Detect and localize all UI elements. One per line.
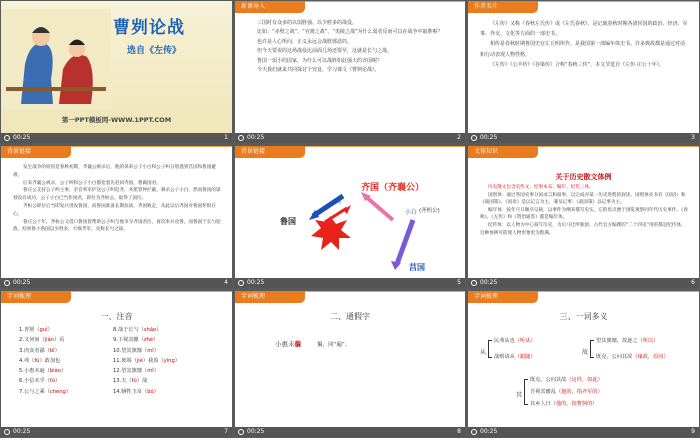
slide-header: 字词梳理 [468,291,538,303]
slide-thumbnail-3[interactable] [468,1,699,143]
slide-footer: 00:25 7 [1,427,232,437]
clock-icon [238,135,244,141]
pinyin-item: 12.望其旗靡（mǐ） [113,368,159,375]
slide-thumbnail-6[interactable] [468,146,699,288]
slide-footer [1,133,232,143]
arrow-xiaobai-return [365,196,393,220]
slide-body: 发生战争的原因是春秋初期，齐襄公被杀后，他的弟弟公子小白和公子纠分别逃到莒国和鲁国避难。 后来齐襄公被杀，公子纠和公子小白都抢着先赶回齐国，想做国君。 鲁庄公支持公子纠主事，亲自率军护送公子纠返齐，并派管仲拦截，刺杀公子小白。然而鲁国的谋划没有成功，公子小白已当作国君，即位为齐桓公，取得了国位。 齐桓公即位后当即发兵进攻鲁国，而鲁国准备长期抗战，齐国败走，从此以后齐国对鲁国怀恨在心。 鲁庄公十年，齐桓公又借口鲁国曾帮助公子纠与他争夺齐国君位，再次率兵攻鲁，而鲁国于长勺迎敌，结果鲁小鲁国以少胜多，大败齐军，史称长勺之战。 [13,165,221,233]
label-huangong: (齐桓公) [419,208,440,214]
slide-footer: 00:25 2 [235,133,465,143]
ancient-figures-illustration [1,9,111,109]
slide-footer: 00:25 3 [468,133,699,143]
slide-footer: 00:25 5 [235,278,465,288]
slide-title: 三、一词多义 [559,312,608,321]
clock-icon [238,280,244,286]
slide-header: 字词梳理 [1,291,71,303]
pinyin-item: 11.彼竭（jié）我盈（yíng） [113,357,180,364]
char-cong: 从 [480,349,487,356]
lesson-title: 曹刿论战 [113,18,185,38]
slide-thumbnail-2[interactable] [235,1,465,143]
slide-number: 1 [224,134,228,141]
slide-header: 文体知识 [468,146,538,158]
pinyin-item: 13.夫（fú）战 [113,378,148,385]
slide-footer: 00:25 8 [235,427,465,437]
pinyin-item: 14.牺牲玉帛（bó） [113,388,159,395]
slide-body: 三国时有众多的以弱胜强、以少胜多的战役， 比如：“赤壁之战”、“官渡之战”、“夷陵之战”为什么弱者反而可以在战争中取胜呢？ 也许是人心所向，正义永远会战胜邪恶的。 但今天要说的这场战役比前面几场还要早，这就是长勺之战。 鲁国一弱小的国家，为什么可以战胜如此强大的齐国呢？ 今天我们就来共同探讨个究竟，学习课文《曹刿论战》。 [257,20,443,74]
pinyin-item: 10.望其旗靡（mǐ） [113,347,159,354]
pinyin-item: 8.战于长勺（sháo） [113,327,162,333]
slide-title: 一、注音 [100,312,133,321]
slide-footer: 00:25 4 [1,278,232,288]
label-lu: 鲁国 [280,217,296,226]
slide-header: 字词梳理 [235,291,305,303]
clock-icon [4,280,10,286]
slide-header: 新课导入 [235,1,305,13]
label-jiu: 纠 [335,199,342,206]
clock-icon [471,280,477,286]
clock-icon [471,429,477,435]
slide-footer: 00:25 9 [468,427,699,437]
pinyin-item: 6.小信未孚（fú） [19,378,61,385]
pinyin-item: 3.肉食者鄙（bǐ） [19,347,60,354]
slide-title: 关于历史散文体例 [555,173,612,181]
slide-thumbnail-8[interactable] [235,291,465,437]
slide-footer: 00:25 6 [468,278,699,288]
arrow-to-ju [397,220,413,264]
clock-icon [238,429,244,435]
pinyin-item: 2.又何间（jiàn）焉 [19,337,65,344]
pinyin-item: 7.公与之乘（chéng） [19,388,72,395]
clock-icon [4,135,10,141]
template-link: 第一PPT模板网-WWW.1PPT.COM [61,116,172,124]
clock-icon [471,135,477,141]
tongjia-line: 小惠未徧 徧，同“遍”。 [275,340,351,348]
pinyin-item: 9.下视其辙（zhé） [113,337,159,344]
slide-thumbnail-1[interactable] [1,1,232,143]
pinyin-item: 5.小惠未遍（biàn） [19,368,67,375]
slide-header: 背景链接 [1,146,71,158]
slide-thumbnail-9[interactable]: 字词梳理 三、一词多义 从 民弗从也（听从） 战则请从（跟随） 故 望其旗靡，故逐之（所以） 既克，公问其故（缘故，原因） 其 既克，公问其故（这样，如此） 吾视其辙乱（他的，指齐军的） 其乡人曰（他的，指曹刿的） 00:25 9 [468,291,699,437]
slide-title: 二、通假字 [330,312,370,321]
char-gu: 故 [582,349,589,356]
slide-thumbnail-5[interactable] [235,146,465,288]
label-qi: 齐国（齐襄公） [361,183,425,193]
slide-header: 背景链接 [235,146,305,158]
label-xiaobai: 小白 [405,209,418,216]
battle-burst-icon [311,216,351,250]
slide-thumbnail-7[interactable] [1,291,232,437]
clock-icon [4,429,10,435]
char-qi: 其 [516,392,523,399]
historical-relations-diagram [235,158,465,278]
slide-body: 历史散文包含史传文、纪事本末、编年、纪传三体。 国别体：通过各国史事分国录言和叙事，以完成对某一历史进程的叙述。国别体史书有《国语》和《战国策》。《国语》是以记言为主，兼及记事；《战国策》以记事为主。 编年体：按年月日顺序记载，以事件为纲来描写史实。它的优点便于浏览观察同年代历史事件。《春秋》、《左传》和《资治通鉴》都是编年体。 纪传体：以人物为中心叙写历史，为后马迁所独创，古代官方编撰的“二十四史”用的都是纪传体，这种体例可防使人物形象更为饱满。 [480,185,688,236]
pinyin-item: 4.弗（fú）敢加也 [19,357,61,364]
pinyin-list-left [19,325,71,397]
label-ju: 莒国 [409,263,425,272]
slide-thumbnail-4[interactable] [1,146,232,288]
lesson-subtitle: 选自《左传》 [127,46,182,56]
slide-body: 《左传》又称《春秋左氏传》或《左氏春秋》，是记载春秋时期各诸侯国的政治、经济、军事、外交、文化等方面的一部史书。 相传是春秋时期鲁国史官左丘明所作。是我国第一部编年体史书。许多典故都是通过对话和行动表现人物性格。 《左传》《公羊传》《谷梁传》合称“春秋三传”，本文节选自《左传·庄公十年》。 [480,21,688,68]
slide-header: 作者名片 [468,1,538,13]
pinyin-list-right [113,325,180,397]
slide-time: 00:25 [13,134,31,141]
pinyin-item: 1.青刿（guì） [19,327,53,333]
